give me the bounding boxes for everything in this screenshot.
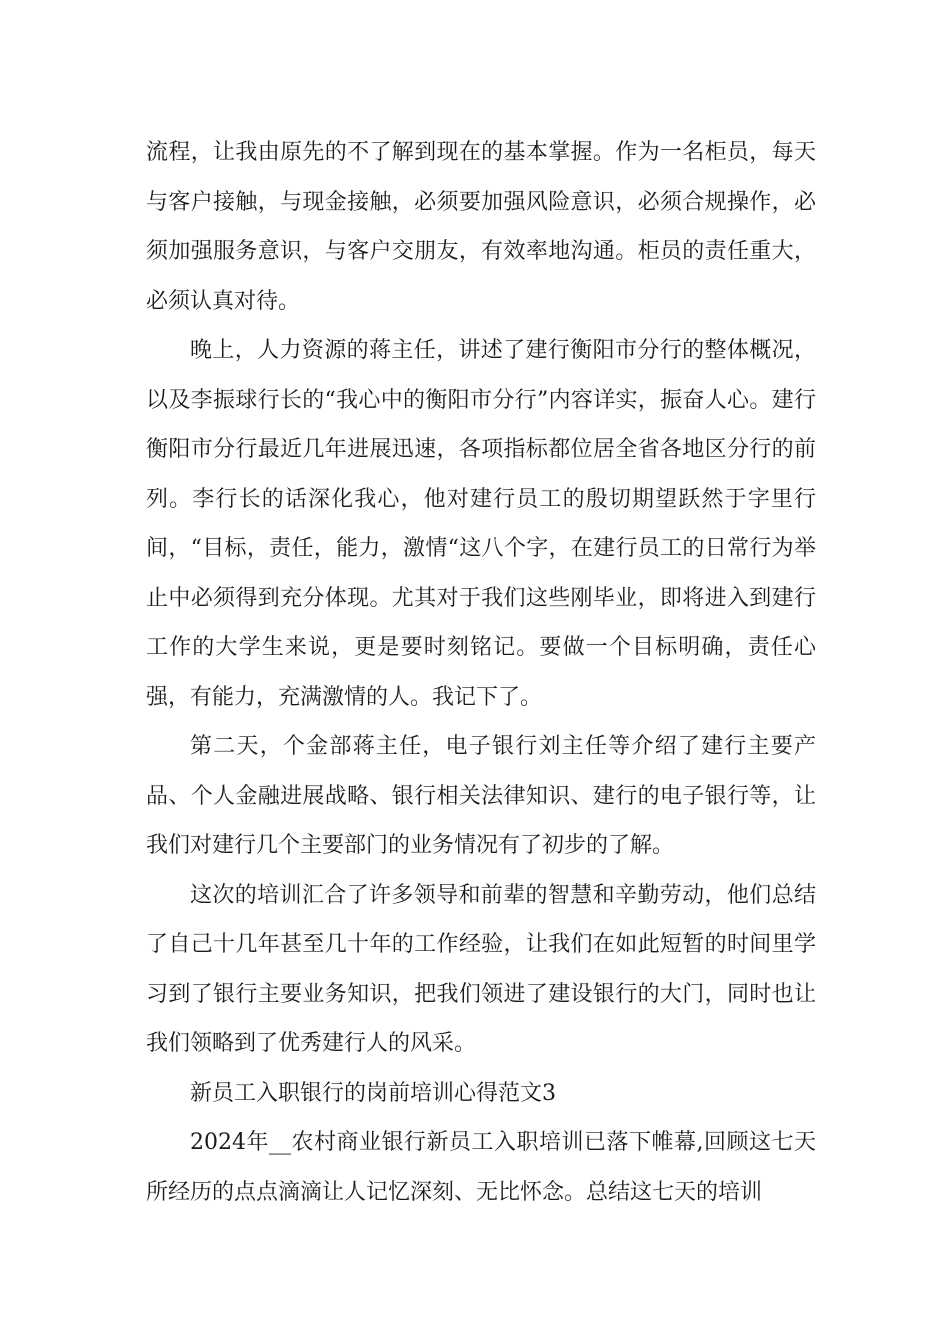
- paragraph-training-summary: 这次的培训汇合了许多领导和前辈的智慧和辛勤劳动，他们总结了自己十几年甚至几十年的工作经验，让我们在如此短暂的时间里学习到了银行主要业务知识，把我们领进了建设银行的大门，同时也让我们领略到了优秀建行人的风采。: [146, 882, 816, 1056]
- document-body: [146, 128, 816, 1217]
- section-heading: 新员工入职银行的岗前培训心得范文3: [190, 1080, 556, 1106]
- paragraph-evening-briefing: 晚上，人力资源的蒋主任，讲述了建行衡阳市分行的整体概况，以及李振球行长的“我心中的衡阳市分行”内容详实，振奋人心。建行衡阳市分行最近几年进展迅速，各项指标都位居全省各地区分行的前列。李行长的话深化我心，他对建行员工的殷切期望跃然于字里行间，“目标，责任，能力，激情“这八个字，在建行员工的日常行为举止中必须得到充分体现。尤其对于我们这些刚毕业，即将进入到建行工作的大学生来说，更是要时刻铭记。要做一个目标明确，责任心强，有能力，充满激情的人。我记下了。: [146, 338, 816, 710]
- paragraph-second-day: 第二天，个金部蒋主任，电子银行刘主任等介绍了建行主要产品、个人金融进展战略、银行相关法律知识、建行的电子银行等，让我们对建行几个主要部门的业务情况有了初步的了解。: [146, 734, 816, 858]
- paragraph-continuation: 流程，让我由原先的不了解到现在的基本掌握。作为一名柜员，每天与客户接触，与现金接触，必须要加强风险意识，必须合规操作，必须加强服务意识，与客户交朋友，有效率地沟通。柜员的责任重大，必须认真对待。: [146, 140, 816, 314]
- paragraph-section-3-intro: 2024年__农村商业银行新员工入职培训已落下帷幕,回顾这七天所经历的点点滴滴让人记忆深刻、无比怀念。总结这七天的培训: [146, 1130, 816, 1205]
